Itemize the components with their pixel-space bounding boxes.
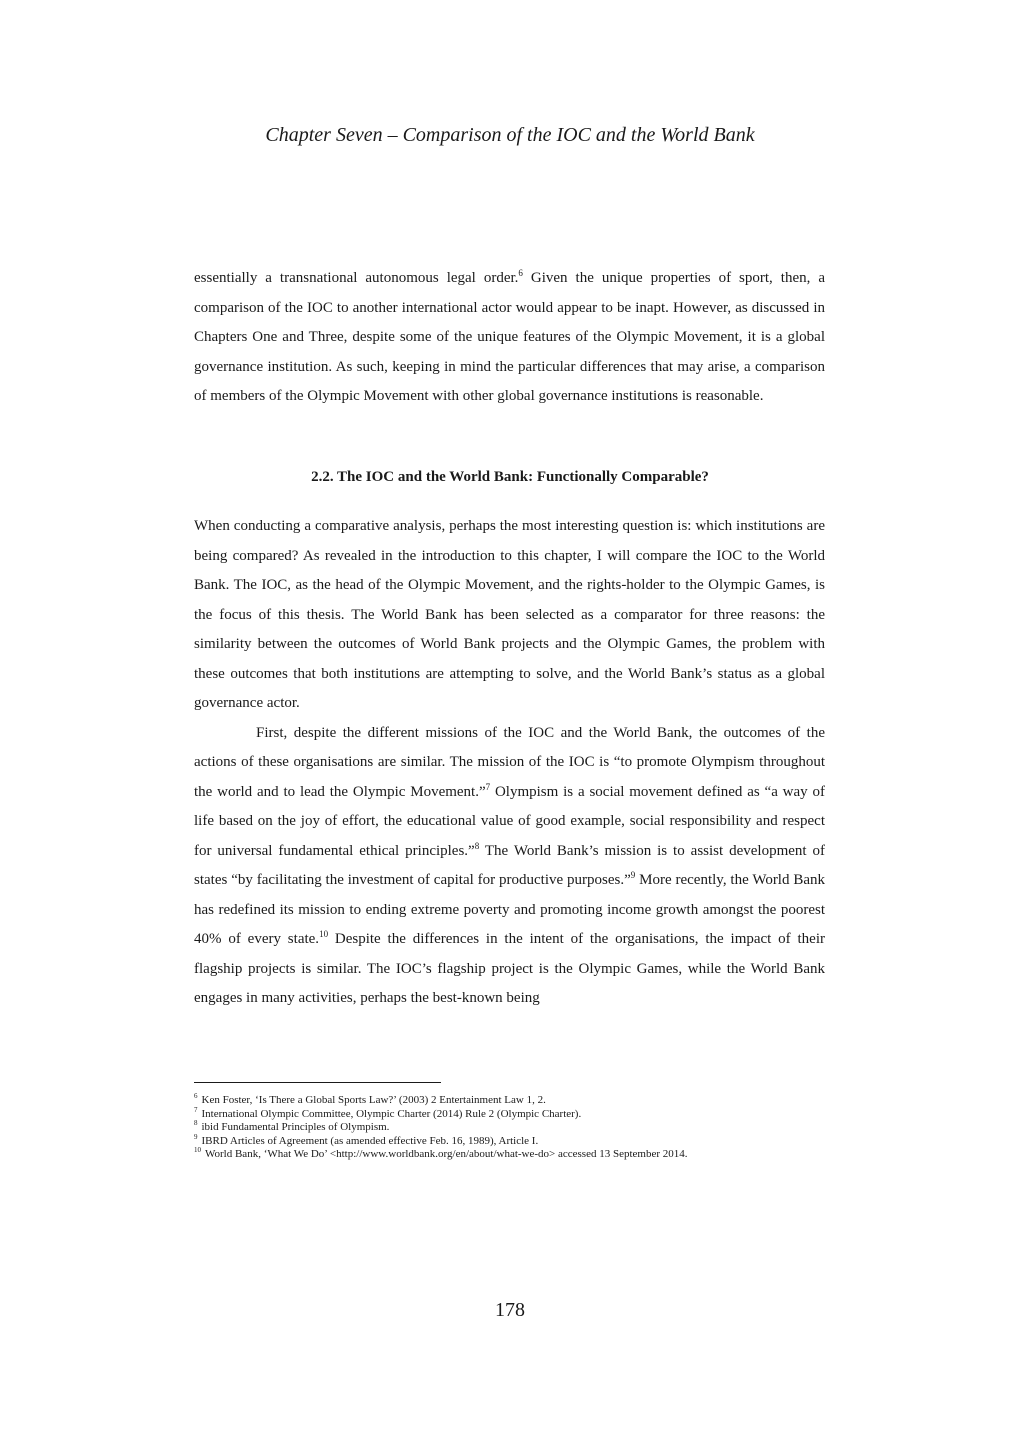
footnote-reference[interactable]: 9	[630, 870, 636, 880]
paragraph-text: The World Bank’s mission is to assist development of states “by facilitating the investment of capital for productive purposes.”	[194, 842, 826, 888]
body-paragraph: When conducting a comparative analysis, perhaps the most interesting question is: which institutions are being compared? As revealed in the introduction to this chapter, I will compare the IOC to the World Bank. The IOC, as the head of the Olympic Movement, and the rights-holder to the Olympic Games, is the focus of this thesis. The World Bank has been selected as a comparator for three reasons: the similarity between the outcomes of World Bank projects and the Olympic Games, the problem with these outcomes that both institutions are attempting to solve, and the World Bank’s status as a global governance actor.	[194, 518, 825, 711]
paragraph-text: Despite the differences in the intent of the organisations, the impact of their flagship projects is similar. The IOC’s flagship project is the Olympic Games, while the World Bank engages in many activities, perhaps the best-known being	[194, 931, 826, 1006]
paragraph-text: Given the unique properties of sport, then, a comparison of the IOC to another international actor would appear to be inapt. However, as discussed in Chapters One and Three, despite some of the unique features of the Olympic Movement, it is a global governance institution. As such, keeping in mind the particular differences that may arise, a comparison of members of the Olympic Movement with other global governance institutions is reasonable.	[194, 270, 825, 404]
footnote	[194, 1105, 834, 1122]
paragraph-continuation	[194, 264, 825, 412]
footnote-text: IBRD Articles of Agreement (as amended effective Feb. 16, 1989), Article I.	[201, 1134, 539, 1147]
paragraph-text: More recently, the World Bank has redefined its mission to ending extreme poverty and promoting income growth amongst the poorest 40% of every state.	[194, 872, 826, 947]
paragraph-text: Olympism is a social movement defined as “a way of life based on the joy of effort, the educational value of good example, social responsibility and respect for universal fundamental ethical principles.”	[194, 783, 825, 859]
body-paragraph	[194, 719, 825, 1014]
footnote-separator	[194, 1082, 441, 1083]
footnote-text: International Olympic Committee, Olympic Charter (2014) Rule 2 (Olympic Charter).	[201, 1107, 582, 1120]
body-text-block	[194, 512, 825, 1014]
footnote-text: ibid Fundamental Principles of Olympism.	[201, 1121, 390, 1133]
footnote-number: 7	[194, 1105, 198, 1114]
footnote-reference[interactable]: 10	[319, 929, 329, 939]
footnote	[194, 1094, 834, 1108]
page-number: 178	[495, 1299, 525, 1321]
section-heading: 2.2. The IOC and the World Bank: Functionally Comparable?	[311, 469, 709, 485]
body-paragraph	[194, 264, 825, 412]
footnotes	[194, 1094, 834, 1162]
footnote-number: 8	[194, 1119, 198, 1128]
running-header: Chapter Seven – Comparison of the IOC and the World Bank	[265, 124, 755, 146]
footnote-text: World Bank, ‘What We Do’ <http://www.worldbank.org/en/about/what-we-do> accessed 13 September 2014.	[205, 1148, 688, 1160]
footnote	[194, 1148, 834, 1162]
footnote	[194, 1132, 834, 1149]
footnote-number: 9	[194, 1132, 198, 1141]
footnote-text: Ken Foster, ‘Is There a Global Sports Law?’ (2003) 2 Entertainment Law 1, 2.	[201, 1094, 546, 1106]
footnote-number: 10	[194, 1146, 201, 1155]
footnote-reference[interactable]: 6	[518, 268, 523, 278]
footnote	[194, 1121, 834, 1135]
footnote-reference[interactable]: 8	[474, 840, 480, 851]
paragraph-text: essentially a transnational autonomous legal order.	[194, 270, 519, 286]
paragraph-text: First, despite the different missions of the IOC and the World Bank, the outcomes of the actions of these organisations are similar. The mission of the IOC is “to promote Olympism throughout the world and to lead the Olympic Movement.”	[194, 724, 825, 800]
footnote-reference[interactable]: 7	[485, 781, 491, 792]
footnote-number: 6	[194, 1092, 198, 1101]
